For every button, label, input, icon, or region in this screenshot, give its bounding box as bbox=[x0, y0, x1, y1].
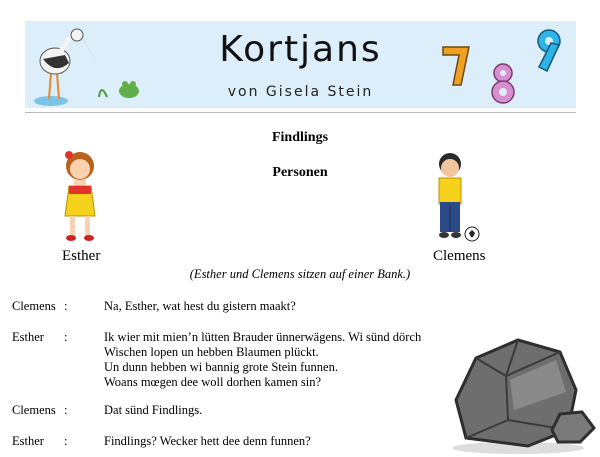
divider bbox=[25, 112, 576, 113]
speaker-colon: : bbox=[64, 434, 68, 448]
speaker-name: Esther bbox=[12, 434, 44, 448]
boulder-illustration bbox=[448, 330, 598, 455]
number-nine-icon bbox=[531, 27, 571, 77]
play-title: Findlings bbox=[271, 130, 329, 145]
dialogue-text: Na, Esther, wat hest du gistern maakt? bbox=[104, 299, 296, 313]
number-eight-icon bbox=[485, 61, 521, 107]
speaker-name: Esther bbox=[12, 330, 44, 344]
number-seven-icon bbox=[439, 41, 479, 91]
banner-title: Kortjans bbox=[219, 29, 382, 70]
speaker-name: Clemens bbox=[12, 403, 56, 417]
dialogue-text: Un dunn hebben wi bannig grote Stein funnen. bbox=[104, 360, 338, 374]
character-name-esther: Esther bbox=[62, 248, 101, 264]
stage-direction: (Esther und Clemens sitzen auf einer Bank.) bbox=[189, 267, 411, 281]
boy-illustration bbox=[428, 150, 483, 245]
speaker-colon: : bbox=[64, 330, 68, 344]
character-name-clemens: Clemens bbox=[433, 248, 486, 264]
speaker-colon: : bbox=[64, 299, 68, 313]
header-banner bbox=[25, 21, 576, 108]
speaker-colon: : bbox=[64, 403, 68, 417]
dialogue-text: Ik wier mit mien’n lütten Brauder ünnerwägens. Wi sünd dörch bbox=[104, 330, 422, 344]
dialogue-text: Wischen lopen un hebben Blaumen plückt. bbox=[104, 345, 319, 359]
cast-heading: Personen bbox=[272, 165, 328, 180]
speaker-name: Clemens bbox=[12, 299, 56, 313]
dialogue-text: Woans mœgen dee woll dorhen kamen sin? bbox=[104, 375, 321, 389]
dialogue-text: Findlings? Wecker hett dee denn funnen? bbox=[104, 434, 311, 448]
banner-subtitle: von Gisela Stein bbox=[227, 84, 374, 100]
dialogue-text: Dat sünd Findlings. bbox=[104, 403, 203, 417]
girl-illustration bbox=[55, 150, 105, 245]
